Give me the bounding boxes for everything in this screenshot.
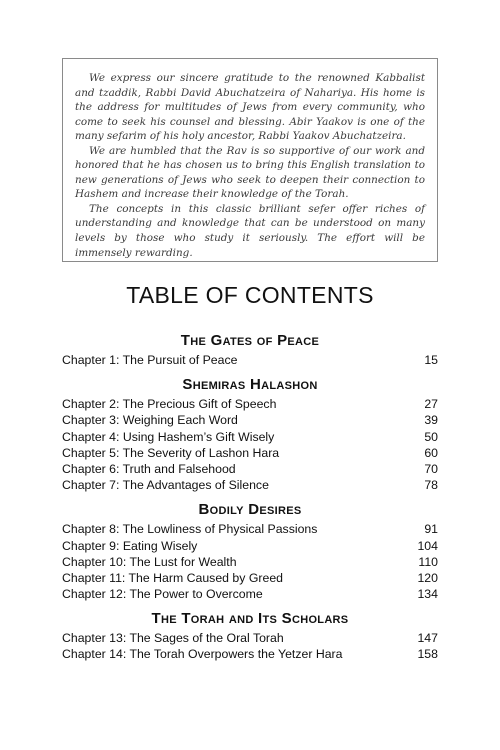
section-title: Shemiras Halashon [182,376,318,394]
section-title: The Torah and Its Scholars [151,610,349,628]
chapter-title: Chapter 1: The Pursuit of Peace [62,353,238,367]
dedication-paragraph: We are humbled that the Rav is so supportive of our work and honored that he has chosen us to bring this English translation to new generations of Jews who seek to deepen their connection to Hashem and increase their knowledge of the Torah. [75,144,425,201]
toc-section [62,608,438,662]
page-number: 158 [417,647,438,662]
page-number: 91 [424,522,438,537]
toc-entry[interactable] [62,445,438,461]
toc-entry[interactable] [62,477,438,493]
page-number: 70 [424,461,438,476]
toc-entry[interactable] [62,554,438,570]
page-number: 110 [418,554,438,569]
toc-entry[interactable] [62,570,438,586]
page-number: 78 [424,478,438,493]
chapter-title: Chapter 4: Using Hashem’s Gift Wisely [62,429,275,444]
toc-section [62,374,438,493]
toc-entry[interactable] [62,586,438,602]
dedication-paragraph: We express our sincere gratitude to the renowned Kabbalist and tzaddik, Rabbi David Abuchatzeira of Nahariya. His home is the address for multitudes of Jews from every community, who come to seek his counsel and blessing. Abir Yaakov is one of the many sefarim of his holy ancestor, Rabbi Yaakov Abuchatzeira. [75,72,425,143]
page-number: 50 [424,429,438,444]
page-number: 27 [424,397,438,412]
chapter-title: Chapter 12: The Power to Overcome [62,587,263,602]
chapter-title: Chapter 10: The Lust for Wealth [62,554,237,569]
toc-entry[interactable] [62,412,438,428]
toc-section [62,499,438,602]
chapter-title: Chapter 13: The Sages of the Oral Torah [62,631,284,646]
page-number: 39 [424,413,438,428]
chapter-title: Chapter 6: Truth and Falsehood [62,461,236,476]
page-number: 134 [417,587,438,602]
toc-entry[interactable] [62,538,438,554]
chapter-title: Chapter 9: Eating Wisely [62,538,198,553]
toc-entry[interactable] [62,646,438,662]
chapter-title: Chapter 8: The Lowliness of Physical Passions [62,522,318,537]
chapter-title: Chapter 2: The Precious Gift of Speech [62,397,277,412]
dedication-box [62,58,438,262]
toc-entry[interactable] [62,429,438,445]
page-number: 120 [417,570,438,585]
table-of-contents [62,330,438,669]
section-title: The Gates of Peace [180,332,320,349]
dedication-paragraph: The concepts in this classic brilliant sefer offer riches of understanding and knowledge that can be understood on many levels by those who study it seriously. The effort will be immensely rewarding. [75,202,425,259]
chapter-title: Chapter 11: The Harm Caused by Greed [62,570,284,585]
chapter-title: Chapter 3: Weighing Each Word [62,413,238,428]
page-number: 15 [424,353,438,367]
toc-entry[interactable] [62,630,438,646]
chapter-title: Chapter 5: The Severity of Lashon Hara [62,445,280,460]
toc-entry[interactable] [62,352,438,368]
toc-entry[interactable] [62,396,438,412]
section-title: Bodily Desires [198,501,302,519]
page-number: 60 [424,445,438,460]
page-number: 104 [417,538,438,553]
chapter-title: Chapter 7: The Advantages of Silence [62,478,269,493]
toc-entry[interactable] [62,461,438,477]
page-number: 147 [417,631,438,646]
chapter-title: Chapter 14: The Torah Overpowers the Yetzer Hara [62,647,343,662]
toc-section [62,330,438,368]
toc-title: TABLE OF CONTENTS [126,282,374,308]
toc-entry[interactable] [62,521,438,537]
